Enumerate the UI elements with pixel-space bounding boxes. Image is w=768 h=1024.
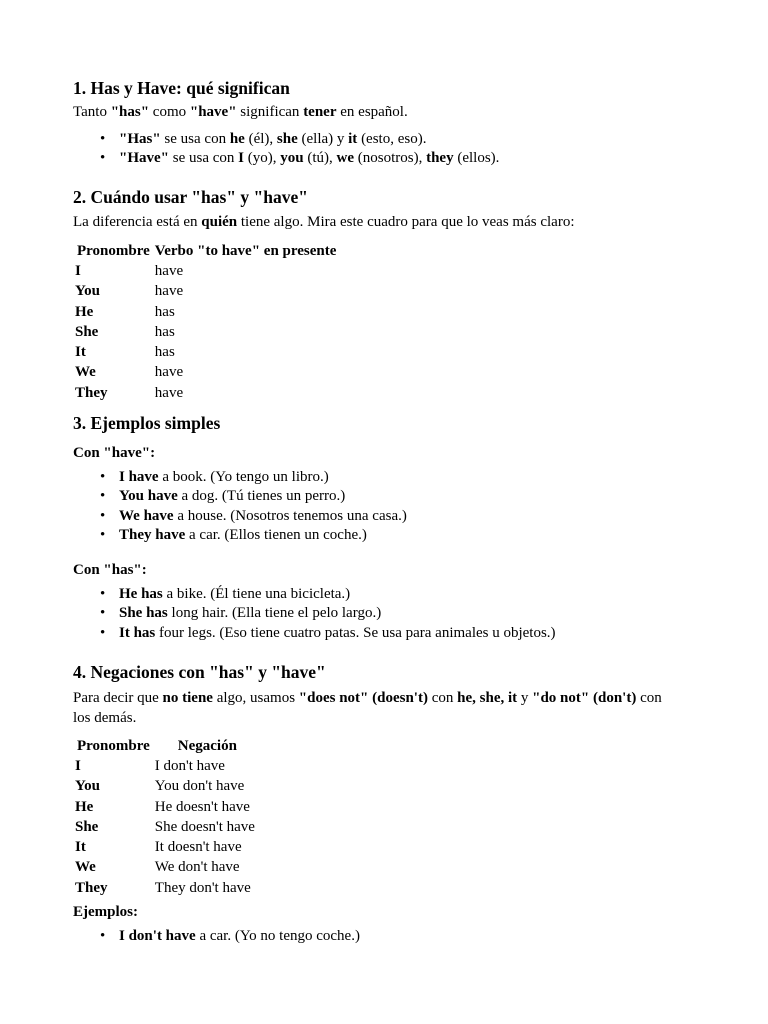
- pronoun-cell: I: [75, 262, 81, 279]
- section-1-intro: Tanto "has" como "have" significan tener en español.: [73, 104, 408, 120]
- pronoun-cell: You: [75, 778, 101, 795]
- pronoun-cell: It: [75, 839, 86, 856]
- section-2-heading: 2. Cuándo usar "has" y "have": [73, 187, 308, 207]
- negation-cell: I don't have: [154, 757, 225, 774]
- pronoun-cell: We: [75, 364, 96, 381]
- pronoun-cell: She: [75, 818, 99, 835]
- list-item: • She has long hair. (Ella tiene el pelo largo.): [119, 605, 381, 622]
- pronoun-cell: He: [75, 303, 94, 320]
- column-header: Negación: [177, 737, 237, 754]
- table-header-row: [73, 241, 339, 261]
- table-row: [73, 797, 283, 817]
- verb-cell: have: [154, 283, 184, 300]
- table-header-row: [73, 736, 283, 756]
- negation-cell: They don't have: [154, 879, 251, 896]
- table-row: [73, 817, 283, 837]
- pronoun-verb-table: [73, 241, 339, 403]
- section-4-intro: Para decir que no tiene algo, usamos "does not" (doesn't) con he, she, it y "do not" (don't) con los demás.: [73, 690, 662, 726]
- list-item: • You have a dog. (Tú tienes un perro.): [119, 488, 345, 505]
- table-row: [73, 837, 283, 857]
- negation-cell: She doesn't have: [154, 818, 255, 835]
- section-3-heading: 3. Ejemplos simples: [73, 413, 221, 433]
- verb-cell: have: [154, 262, 184, 279]
- examples-label: Ejemplos:: [73, 904, 138, 920]
- list-item: • "Has" se usa con he (él), she (ella) y it (esto, eso).: [119, 131, 426, 148]
- column-header: Pronombre: [77, 242, 150, 259]
- table-row: [73, 322, 339, 342]
- list-item: • He has a bike. (Él tiene una bicicleta.): [119, 586, 350, 603]
- list-item: • It has four legs. (Eso tiene cuatro patas. Se usa para animales u objetos.): [119, 625, 556, 642]
- table-row: [73, 363, 339, 383]
- table-row: [73, 261, 339, 281]
- section-2-intro: La diferencia está en quién tiene algo. Mira este cuadro para que lo veas más claro:: [73, 214, 575, 230]
- verb-cell: has: [154, 303, 175, 320]
- pronoun-cell: It: [75, 344, 86, 361]
- pronoun-cell: They: [75, 879, 108, 896]
- has-examples-label: Con "has":: [73, 562, 147, 578]
- table-row: [73, 878, 283, 898]
- table-row: [73, 858, 283, 878]
- table-row: [73, 302, 339, 322]
- negation-cell: He doesn't have: [154, 798, 250, 815]
- negation-table: [73, 736, 283, 898]
- section-4-heading: 4. Negaciones con "has" y "have": [73, 662, 326, 682]
- verb-cell: has: [154, 323, 175, 340]
- pronoun-cell: He: [75, 798, 94, 815]
- table-row: [73, 282, 339, 302]
- pronoun-cell: We: [75, 859, 96, 876]
- section-1-heading: 1. Has y Have: qué significan: [73, 78, 290, 98]
- table-row: [73, 777, 283, 797]
- list-item: • We have a house. (Nosotros tenemos una casa.): [119, 508, 407, 525]
- verb-cell: have: [154, 384, 184, 401]
- table-row: [73, 342, 339, 362]
- pronoun-cell: I: [75, 757, 81, 774]
- negation-cell: You don't have: [154, 778, 245, 795]
- column-header: Verbo "to have" en presente: [154, 242, 337, 259]
- list-item: • I have a book. (Yo tengo un libro.): [119, 469, 329, 486]
- table-row: [73, 383, 339, 403]
- negation-cell: It doesn't have: [154, 839, 242, 856]
- verb-cell: has: [154, 344, 175, 361]
- verb-cell: have: [154, 364, 184, 381]
- list-item: • "Have" se usa con I (yo), you (tú), we (nosotros), they (ellos).: [119, 150, 499, 167]
- have-examples-label: Con "have":: [73, 445, 156, 461]
- table-row: [73, 756, 283, 776]
- list-item: • I don't have a car. (Yo no tengo coche.): [119, 928, 360, 945]
- column-header: Pronombre: [77, 737, 150, 754]
- pronoun-cell: She: [75, 323, 99, 340]
- pronoun-cell: You: [75, 283, 101, 300]
- list-item: • They have a car. (Ellos tienen un coche.): [119, 527, 367, 544]
- pronoun-cell: They: [75, 384, 108, 401]
- negation-cell: We don't have: [154, 859, 240, 876]
